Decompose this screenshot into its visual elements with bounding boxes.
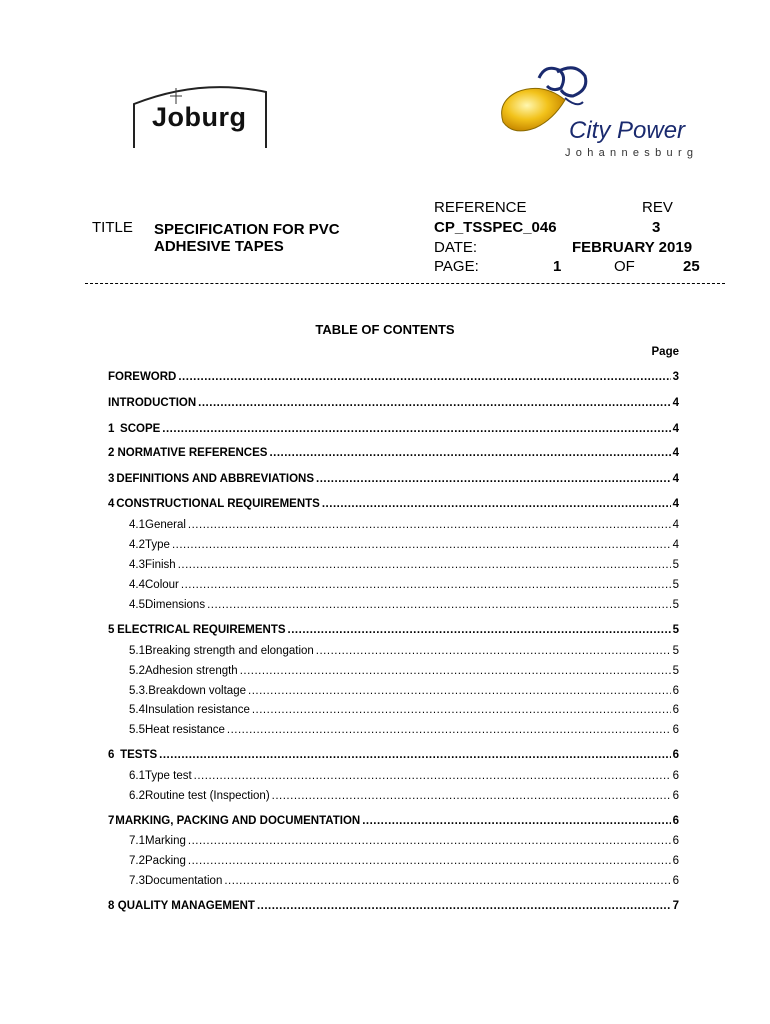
toc-entry[interactable]: [129, 519, 679, 535]
toc-entry-page: 6: [672, 790, 679, 802]
toc-entry-title: Packing: [145, 855, 186, 867]
toc-entry-page: 6: [672, 835, 679, 847]
toc-entry-title: Documentation: [145, 875, 223, 887]
toc-dot-leader: [227, 724, 671, 736]
document-title-line1: SPECIFICATION FOR PVC: [154, 221, 340, 238]
toc-entry[interactable]: [108, 624, 679, 640]
toc-entry-title: Finish: [145, 559, 176, 571]
toc-entry-title: FOREWORD: [108, 371, 177, 383]
toc-entry[interactable]: [129, 559, 679, 575]
toc-dot-leader: [198, 397, 670, 409]
toc-entry-page: 4: [672, 397, 679, 409]
toc-entry-number: 1: [108, 423, 115, 435]
toc-entry-page: 6: [672, 855, 679, 867]
toc-entry-number: 7.1: [129, 835, 145, 847]
toc-entry-page: 5: [672, 645, 679, 657]
toc-entry-page: 5: [672, 559, 679, 571]
toc-entry-title: Type: [145, 539, 170, 551]
toc-entry-page: 6: [672, 770, 679, 782]
toc-dot-leader: [288, 624, 671, 636]
toc-dot-leader: [257, 900, 671, 912]
toc-entry-title: Breaking strength and elongation: [145, 645, 314, 657]
toc-entry-number: 8: [108, 900, 115, 912]
toc-heading: TABLE OF CONTENTS: [315, 322, 455, 337]
toc-entry-title: General: [145, 519, 186, 531]
toc-entry-page: 4: [672, 498, 679, 510]
joburg-logo: [130, 82, 270, 150]
city-power-logo: [495, 62, 725, 162]
toc-entry-title: SCOPE: [120, 423, 161, 435]
toc-entry-number: 4.5: [129, 599, 145, 611]
toc-dot-leader: [322, 498, 671, 510]
total-pages: 25: [683, 258, 700, 275]
toc-entry[interactable]: [108, 749, 679, 765]
toc-dot-leader: [207, 599, 671, 611]
toc-entry-title: TESTS: [120, 749, 158, 761]
toc-entry-page: 6: [672, 685, 679, 697]
toc-entry-title: Heat resistance: [145, 724, 225, 736]
toc-entry-title: Dimensions: [145, 599, 206, 611]
toc-entry-title: ELECTRICAL REQUIREMENTS: [117, 624, 286, 636]
toc-entry[interactable]: [129, 724, 679, 740]
rev-label: REV: [642, 199, 673, 216]
toc-entry-page: 5: [672, 665, 679, 677]
toc-entry-page: 4: [672, 539, 679, 551]
toc-dot-leader: [178, 371, 670, 383]
toc-entry-number: 5.4: [129, 704, 145, 716]
toc-dot-leader: [188, 855, 671, 867]
of-label: OF: [614, 258, 635, 275]
toc-entry-page: 4: [672, 447, 679, 459]
rev-value: 3: [652, 219, 661, 236]
toc-entry[interactable]: [129, 685, 679, 701]
toc-entry-number: 5.5: [129, 724, 145, 736]
toc-entry-number: 2: [108, 447, 115, 459]
toc-entry-number: 6.1: [129, 770, 145, 782]
toc-entry-number: 4.4: [129, 579, 145, 591]
toc-entry-page: 5: [672, 624, 679, 636]
toc-entry-number: 6: [108, 749, 115, 761]
toc-dot-leader: [252, 704, 671, 716]
toc-dot-leader: [362, 815, 670, 827]
toc-entry-page: 6: [672, 749, 679, 761]
toc-entry[interactable]: [108, 423, 679, 439]
toc-dot-leader: [316, 473, 671, 485]
toc-entry[interactable]: [129, 770, 679, 786]
toc-dot-leader: [272, 790, 671, 802]
toc-entry-number: 7: [108, 815, 115, 827]
toc-entry-number: 5.2: [129, 665, 145, 677]
toc-entry-title: Marking: [145, 835, 186, 847]
reference-value: CP_TSSPEC_046: [434, 219, 557, 236]
toc-dot-leader: [269, 447, 670, 459]
joburg-wordmark: Joburg: [152, 102, 247, 132]
toc-entry[interactable]: [129, 855, 679, 871]
date-label: DATE:: [434, 239, 478, 256]
city-power-subtitle: Johannesburg: [565, 147, 699, 159]
toc-dot-leader: [188, 519, 671, 531]
toc-entry[interactable]: [129, 599, 679, 615]
toc-entry-page: 6: [672, 815, 679, 827]
toc-entry-page: 4: [672, 423, 679, 435]
toc-entry[interactable]: [129, 645, 679, 661]
toc-entry-title: INTRODUCTION: [108, 397, 197, 409]
toc-entry-title: CONSTRUCTIONAL REQUIREMENTS: [116, 498, 320, 510]
toc-entry[interactable]: [108, 447, 679, 463]
city-power-name: City Power: [569, 117, 686, 144]
toc-entry[interactable]: [129, 875, 679, 891]
toc-entry[interactable]: [129, 835, 679, 851]
toc-entry-number: 4.1: [129, 519, 145, 531]
toc-dot-leader: [224, 875, 670, 887]
toc-dot-leader: [178, 559, 671, 571]
toc-entry-page: 5: [672, 579, 679, 591]
toc-entry-title: Breakdown voltage: [148, 685, 246, 697]
toc-dot-leader: [188, 835, 671, 847]
toc-entry-number: 4: [108, 498, 115, 510]
toc-entry-number: 4.2: [129, 539, 145, 551]
toc-dot-leader: [248, 685, 671, 697]
toc-entry-page: 6: [672, 704, 679, 716]
toc-entry-title: Insulation resistance: [145, 704, 250, 716]
toc-dot-leader: [172, 539, 671, 551]
toc-entry-page: 5: [672, 599, 679, 611]
toc-dot-leader: [181, 579, 671, 591]
toc-page-column-label: Page: [651, 346, 679, 358]
toc-entry-page: 6: [672, 724, 679, 736]
toc-dot-leader: [316, 645, 671, 657]
toc-entry[interactable]: [108, 900, 679, 916]
toc-entry-page: 4: [672, 473, 679, 485]
toc-entry-number: 5: [108, 624, 115, 636]
toc-entry-title: Type test: [145, 770, 192, 782]
title-label: TITLE: [92, 219, 133, 236]
toc-entry[interactable]: [129, 665, 679, 681]
toc-entry-title: DEFINITIONS AND ABBREVIATIONS: [116, 473, 315, 485]
date-value: FEBRUARY 2019: [572, 239, 693, 256]
toc-entry[interactable]: [108, 498, 679, 514]
page-number: 1: [553, 258, 562, 275]
toc-entry-title: Colour: [145, 579, 179, 591]
toc-entry-title: Adhesion strength: [145, 665, 238, 677]
page-label: PAGE:: [434, 258, 479, 275]
toc-entry[interactable]: [108, 815, 679, 831]
toc-entry-number: 4.3: [129, 559, 145, 571]
toc-entry-title: MARKING, PACKING AND DOCUMENTATION: [115, 815, 361, 827]
toc-entry[interactable]: [129, 539, 679, 555]
toc-dot-leader: [194, 770, 671, 782]
toc-entry-number: 3: [108, 473, 115, 485]
toc-dot-leader: [162, 423, 670, 435]
toc-entry-title: QUALITY MANAGEMENT: [117, 900, 255, 912]
toc-entry-title: NORMATIVE REFERENCES: [117, 447, 268, 459]
header-separator: [85, 283, 725, 284]
document-title-line2: ADHESIVE TAPES: [154, 238, 284, 255]
toc-entry-page: 6: [672, 875, 679, 887]
toc-dot-leader: [159, 749, 670, 761]
toc-entry-number: 5.1: [129, 645, 145, 657]
toc-entry[interactable]: [129, 704, 679, 720]
toc-entry[interactable]: [108, 473, 679, 489]
toc-entry-number: 7.2: [129, 855, 145, 867]
reference-label: REFERENCE: [434, 199, 527, 216]
toc-entry-page: 7: [672, 900, 679, 912]
toc-entry[interactable]: [129, 790, 679, 806]
toc-entry-number: 5.3.: [129, 685, 149, 697]
toc-entry-page: 4: [672, 519, 679, 531]
toc-entry-number: 7.3: [129, 875, 145, 887]
toc-entry-page: 3: [672, 371, 679, 383]
toc-dot-leader: [240, 665, 671, 677]
toc-entry[interactable]: [108, 371, 679, 387]
toc-entry[interactable]: [108, 397, 679, 413]
toc-entry[interactable]: [129, 579, 679, 595]
toc-entry-number: 6.2: [129, 790, 145, 802]
toc-entry-title: Routine test (Inspection): [145, 790, 270, 802]
